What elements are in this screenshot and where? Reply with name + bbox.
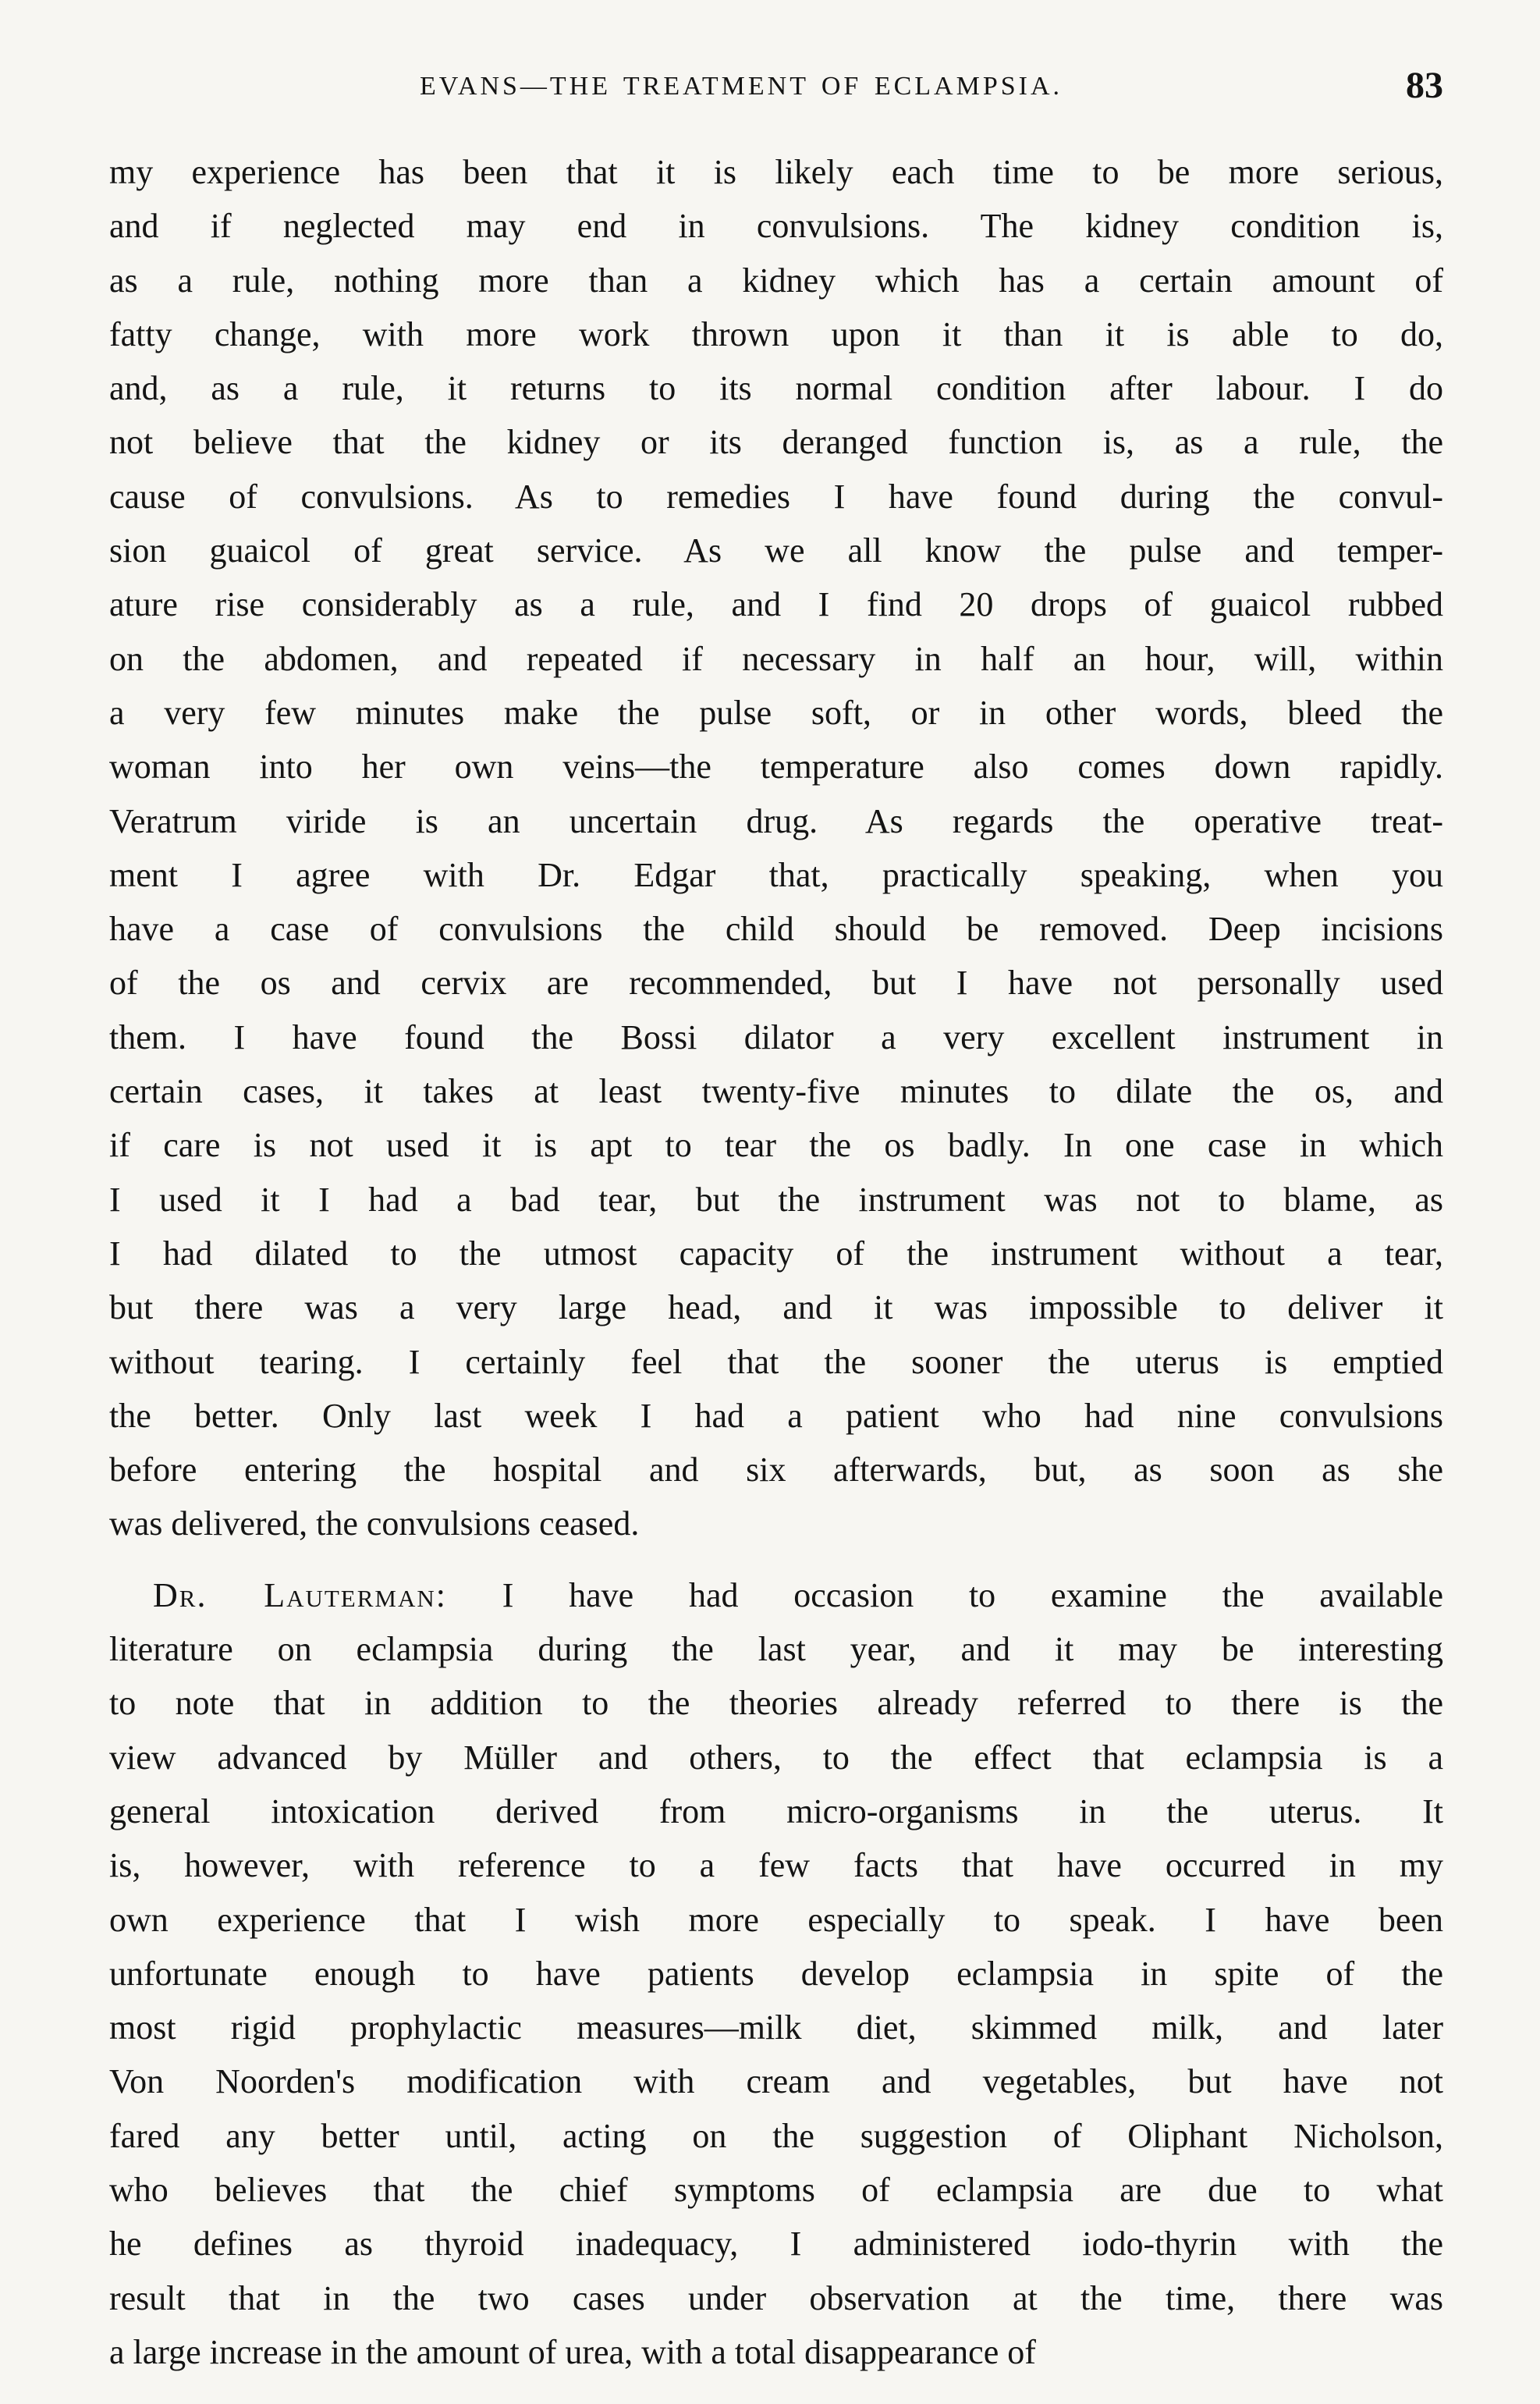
text-line: Veratrum viride is an uncertain drug. As regards the operative treat- <box>109 801 1443 840</box>
text-line <box>109 1568 1443 1622</box>
text-line: not believe that the kidney or its deranged function is, as a rule, the <box>109 423 1443 462</box>
text-line: I had dilated to the utmost capacity of the instrument without a tear, <box>109 1234 1443 1273</box>
text-line: on the abdomen, and repeated if necessary in half an hour, will, within <box>109 639 1443 678</box>
text-line: a large increase in the amount of urea, with a total disappearance of <box>109 2332 1036 2371</box>
text-line: literature on eclampsia during the last year, and it may be interesting <box>109 1630 1443 1669</box>
text-line: sion guaicol of great service. As we all know the pulse and temper- <box>109 531 1443 570</box>
text-line: and if neglected may end in convulsions. The kidney condition is, <box>109 207 1443 246</box>
text-line: certain cases, it takes at least twenty-five minutes to dilate the os, and <box>109 1072 1443 1111</box>
text-line: them. I have found the Bossi dilator a very excellent instrument in <box>109 1017 1443 1056</box>
text-line: he defines as thyroid inadequacy, I administered iodo-thyrin with the <box>109 2225 1443 2264</box>
text-line: ment I agree with Dr. Edgar that, practically speaking, when you <box>109 855 1443 894</box>
text-line: but there was a very large head, and it was impossible to deliver it <box>109 1288 1443 1327</box>
running-head <box>109 64 1443 119</box>
text-line: own experience that I wish more especially to speak. I have been <box>109 1900 1443 1939</box>
text-line: woman into her own veins—the temperature also comes down rapidly. <box>109 747 1443 787</box>
text-line: ature rise considerably as a rule, and I find 20 drops of guaicol rubbed <box>109 585 1443 624</box>
text-line: without tearing. I certainly feel that the sooner the uterus is emptied <box>109 1342 1443 1381</box>
paragraph <box>109 1568 1443 2379</box>
text-body <box>109 145 1443 2379</box>
text-line: most rigid prophylactic measures—milk diet, skimmed milk, and later <box>109 2008 1443 2047</box>
text-line: Von Noorden's modification with cream and vegetables, but have not <box>109 2062 1443 2101</box>
text-line: the better. Only last week I had a patient who had nine convulsions <box>109 1396 1443 1435</box>
text-line: to note that in addition to the theories already referred to there is the <box>109 1684 1443 1723</box>
text-line: fared any better until, acting on the suggestion of Oliphant Nicholson, <box>109 2116 1443 2155</box>
page-number: 83 <box>1406 65 1443 106</box>
paragraph <box>109 145 1443 1551</box>
speaker-name: Dr. Lauterman: <box>153 1575 447 1614</box>
text-line: a very few minutes make the pulse soft, or in other words, bleed the <box>109 693 1443 732</box>
text-line: result that in the two cases under observation at the time, there was <box>109 2278 1443 2317</box>
text-line: before entering the hospital and six afterwards, but, as soon as she <box>109 1451 1443 1490</box>
text-line: have a case of convulsions the child should be removed. Deep incisions <box>109 910 1443 949</box>
line-text: I have had occasion to examine the available <box>502 1575 1443 1614</box>
text-line: fatty change, with more work thrown upon it than it is able to do, <box>109 314 1443 353</box>
text-line: if care is not used it is apt to tear the os badly. In one case in which <box>109 1126 1443 1165</box>
text-line: as a rule, nothing more than a kidney which has a certain amount of <box>109 261 1443 300</box>
text-line: cause of convulsions. As to remedies I have found during the convul- <box>109 477 1443 516</box>
text-line: is, however, with reference to a few facts that have occurred in my <box>109 1846 1443 1885</box>
text-line: was delivered, the convulsions ceased. <box>109 1504 640 1543</box>
text-line: general intoxication derived from micro-organisms in the uterus. It <box>109 1791 1443 1831</box>
text-line: view advanced by Müller and others, to the effect that eclampsia is a <box>109 1738 1443 1777</box>
text-line: and, as a rule, it returns to its normal condition after labour. I do <box>109 369 1443 408</box>
text-line: unfortunate enough to have patients develop eclampsia in spite of the <box>109 1954 1443 1993</box>
running-title: EVANS—THE TREATMENT OF ECLAMPSIA. <box>419 72 1063 101</box>
text-line: my experience has been that it is likely each time to be more serious, <box>109 153 1443 191</box>
paragraph-gap <box>109 1551 1443 1568</box>
text-line: who believes that the chief symptoms of eclampsia are due to what <box>109 2170 1443 2209</box>
text-line: of the os and cervix are recommended, but I have not personally used <box>109 964 1443 1003</box>
text-line: I used it I had a bad tear, but the instrument was not to blame, as <box>109 1180 1443 1219</box>
